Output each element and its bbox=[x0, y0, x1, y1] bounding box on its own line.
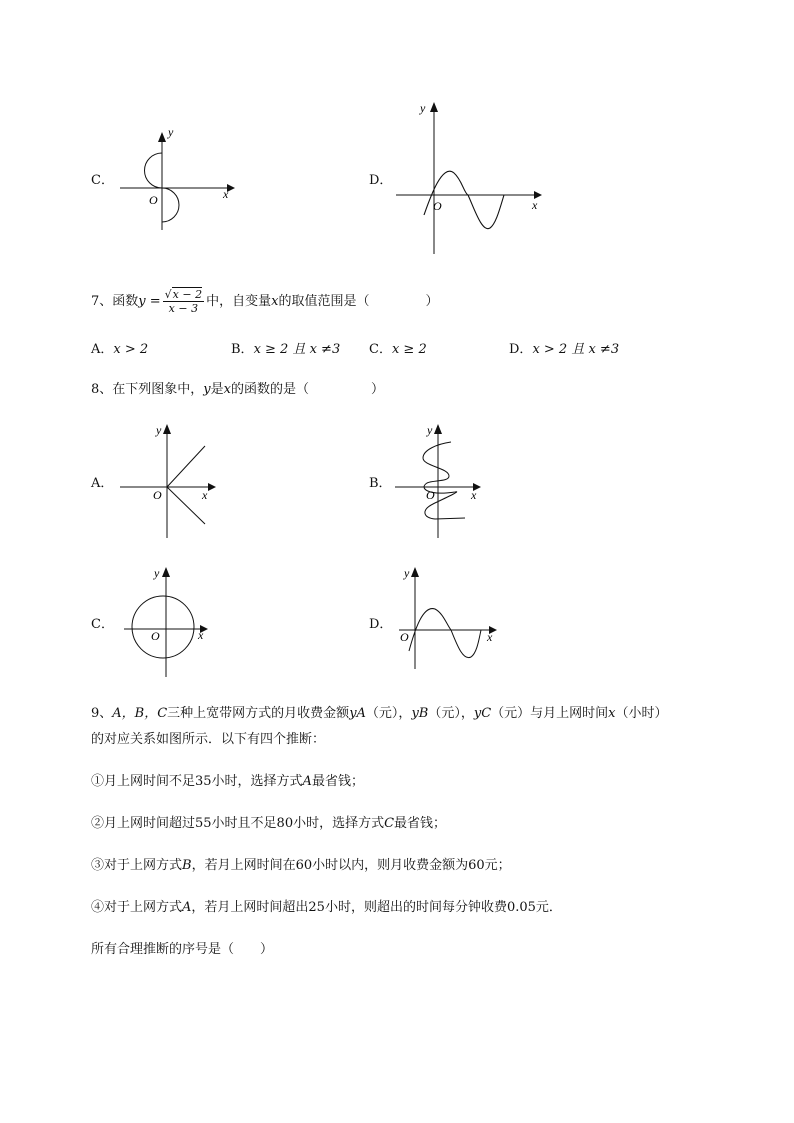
q7-radical-sign: √ bbox=[164, 288, 172, 301]
origin-label: O bbox=[151, 629, 160, 643]
q7-option-d-text: x > 2 且 x ≠3 bbox=[532, 342, 620, 357]
q9-statement-3 bbox=[91, 857, 511, 875]
q8-question bbox=[91, 381, 384, 399]
q9-ya: yA bbox=[349, 706, 366, 721]
q9-line1 bbox=[91, 705, 668, 723]
q6-option-d-label: D． bbox=[369, 173, 393, 188]
q9-yuan1: （元）， bbox=[365, 706, 412, 721]
q8-close-paren: ） bbox=[371, 382, 385, 397]
q9-s2-a: ②月上网时间超过55小时且不足80小时，选择方式 bbox=[91, 816, 385, 831]
q7-denominator: x − 3 bbox=[168, 302, 199, 315]
y-axis-arrow bbox=[434, 424, 442, 434]
y-label: y bbox=[420, 101, 426, 115]
q7-option-b-text: x ≥ 2 且 x ≠3 bbox=[253, 342, 341, 357]
y-label: y bbox=[404, 566, 410, 580]
q9-s3-a: ③对于上网方式 bbox=[91, 858, 183, 873]
origin-label: O bbox=[400, 630, 409, 644]
origin-label: O bbox=[149, 193, 158, 207]
q7-numerator: x − 2 bbox=[172, 288, 203, 301]
q7-suffix: 中，自变量 bbox=[206, 294, 272, 309]
q9-s3-var: B bbox=[182, 858, 192, 873]
q7-option-a-label: A． bbox=[91, 342, 114, 357]
y-label: y bbox=[168, 125, 174, 139]
q8-var-y: y bbox=[203, 382, 211, 397]
q9-hours: （小时） bbox=[615, 706, 668, 721]
q9-final-text: 所有合理推断的序号是（ bbox=[91, 942, 235, 957]
q9-text-a: 三种上宽带网方式的月收费金额 bbox=[167, 706, 350, 721]
q8-var-x: x bbox=[223, 382, 231, 397]
upper-semicircle bbox=[145, 153, 163, 188]
q9-statement-1 bbox=[91, 773, 364, 791]
q7-fraction bbox=[163, 288, 204, 315]
q7-option-c-text: x ≥ 2 bbox=[391, 342, 427, 357]
q7-y-eq: y = bbox=[138, 294, 161, 309]
q8-graph-a bbox=[116, 420, 226, 542]
q9-s1-a: ①月上网时间不足35小时，选择方式 bbox=[91, 774, 303, 789]
q9-vars: A，B，C bbox=[112, 706, 168, 721]
circle-curve bbox=[132, 596, 194, 658]
origin-label: O bbox=[426, 488, 435, 502]
q7-suffix2: 的取值范围是（ bbox=[278, 294, 370, 309]
q7-option-a-text: x > 2 bbox=[113, 342, 149, 357]
x-label: x bbox=[223, 187, 229, 201]
q7-option-b[interactable] bbox=[231, 341, 340, 359]
y-axis-arrow bbox=[430, 102, 438, 112]
x-axis-arrow bbox=[208, 483, 216, 491]
lower-ray bbox=[167, 487, 205, 524]
q9-statement-2 bbox=[91, 815, 446, 833]
origin-label: O bbox=[153, 488, 162, 502]
q7-close-paren: ） bbox=[425, 294, 439, 309]
sine-curve bbox=[409, 609, 481, 658]
x-label: x bbox=[532, 198, 538, 212]
y-axis-arrow bbox=[163, 424, 171, 434]
q7-option-c-label: C． bbox=[369, 342, 392, 357]
x-label: x bbox=[487, 630, 493, 644]
q6-option-c-label: C． bbox=[91, 173, 114, 188]
q9-s2-var: C bbox=[384, 816, 395, 831]
q8-graph-c bbox=[120, 563, 220, 681]
x-label: x bbox=[198, 628, 204, 642]
q6-graph-c bbox=[115, 122, 240, 232]
q9-s1-b: 最省钱； bbox=[311, 774, 364, 789]
q8-suffix: 的函数的是（ bbox=[231, 382, 310, 397]
q6-graph-d bbox=[392, 98, 552, 258]
q8-mid: 是 bbox=[210, 382, 224, 397]
y-axis-arrow bbox=[158, 132, 166, 142]
q7-var-x: x bbox=[271, 294, 279, 309]
q9-x: x bbox=[608, 706, 616, 721]
q7-option-b-label: B． bbox=[231, 342, 254, 357]
wavy-curve bbox=[423, 442, 465, 519]
q8-graph-b bbox=[393, 420, 493, 542]
y-label: y bbox=[427, 423, 433, 437]
y-axis-arrow bbox=[411, 567, 419, 577]
y-label: y bbox=[156, 423, 162, 437]
q9-yuan3: （元）与月上网时间 bbox=[491, 706, 609, 721]
q7-question bbox=[91, 288, 438, 315]
lower-semicircle bbox=[162, 188, 179, 222]
origin-label: O bbox=[433, 199, 442, 213]
q9-yb: yB bbox=[411, 706, 429, 721]
y-axis-arrow bbox=[162, 567, 170, 577]
y-label: y bbox=[154, 566, 160, 580]
q8-option-b-label: B． bbox=[369, 476, 392, 491]
q9-statement-4 bbox=[91, 899, 562, 917]
q7-option-c[interactable] bbox=[369, 341, 427, 359]
q7-prefix: 7、函数 bbox=[91, 294, 139, 309]
q9-s1-var: A bbox=[302, 774, 312, 789]
q9-close-paren: ） bbox=[260, 942, 274, 957]
q9-line2: 的对应关系如图所示．以下有四个推断： bbox=[91, 732, 326, 747]
q9-s4-a: ④对于上网方式 bbox=[91, 900, 183, 915]
x-label: x bbox=[471, 488, 477, 502]
q9-s4-var: A bbox=[182, 900, 192, 915]
q8-graph-d bbox=[395, 563, 505, 673]
q8-option-d-label: D． bbox=[369, 617, 393, 632]
q8-option-c-label: C． bbox=[91, 617, 114, 632]
q9-yc: yC bbox=[473, 706, 492, 721]
q9-yuan2: （元）， bbox=[428, 706, 474, 721]
q9-s3-b: ，若月上网时间在60小时以内，则月收费金额为60元； bbox=[191, 858, 511, 873]
q7-option-d-label: D． bbox=[509, 342, 533, 357]
q9-number: 9、 bbox=[91, 706, 113, 721]
q9-final-prompt bbox=[91, 941, 273, 959]
q7-option-a[interactable] bbox=[91, 341, 148, 359]
q9-s4-b: ，若月上网时间超出25小时，则超出的时间每分钟收费0.05元． bbox=[191, 900, 562, 915]
upper-ray bbox=[167, 446, 205, 487]
q7-option-d[interactable] bbox=[509, 341, 619, 359]
x-label: x bbox=[202, 488, 208, 502]
q9-s2-b: 最省钱； bbox=[394, 816, 447, 831]
q8-prefix: 8、在下列图象中， bbox=[91, 382, 204, 397]
q8-option-a-label: A． bbox=[91, 476, 114, 491]
